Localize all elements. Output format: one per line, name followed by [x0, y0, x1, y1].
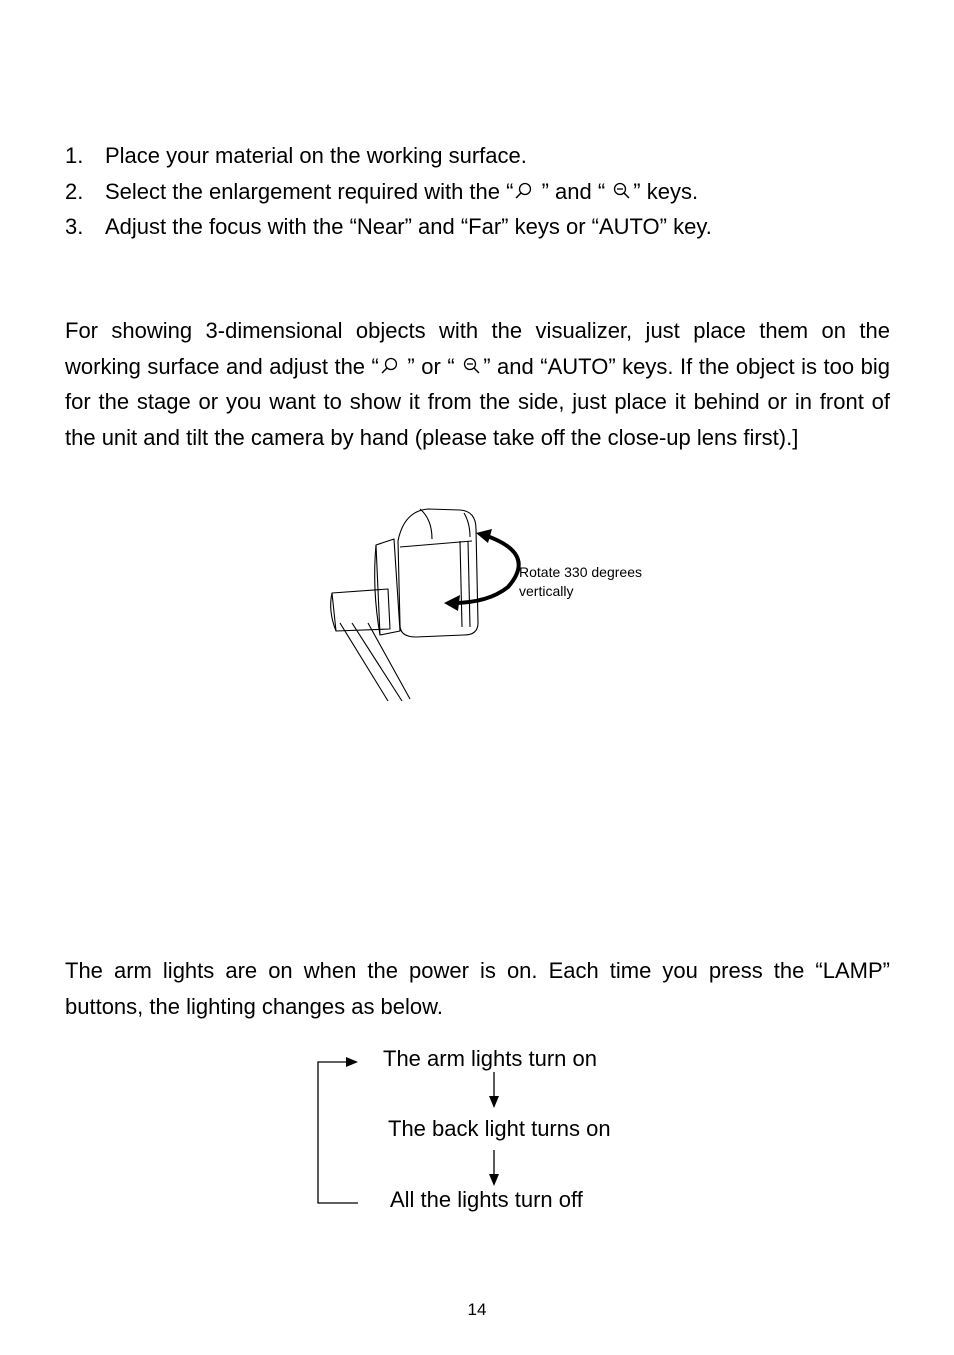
step-number: 2. [65, 178, 84, 204]
step-text-b: ” and “ [535, 178, 612, 204]
paragraph-part-c: ” and “AUTO” keys. If the object is too big for the stage or you want to show it from the side, just place it behind or in front of the unit and tilt the camera by hand (please take off the close-up lens first).] [65, 353, 890, 450]
zoom-out-icon [461, 356, 483, 376]
zoom-in-icon [379, 356, 401, 376]
step-text: Adjust the focus with the “Near” and “Far” keys or “AUTO” key. [105, 214, 712, 239]
step-3 [65, 209, 925, 245]
step-text: Place your material on the working surface. [105, 143, 527, 168]
camera-head-illustration [320, 505, 700, 705]
step-1 [65, 138, 925, 174]
step-2 [65, 174, 925, 210]
cycle-step-1: The arm lights turn on [383, 1046, 597, 1071]
zoom-out-icon [611, 181, 633, 201]
lamp-paragraph: The arm lights are on when the power is on. Each time you press the “LAMP” buttons, the lighting changes as below. [65, 958, 890, 1019]
rotation-caption [519, 563, 642, 601]
page-number: 14 [467, 1300, 487, 1319]
paragraph-part-a: For showing 3-dimensional objects with the visualizer, just place them on the working surface and adjust the “ [65, 318, 890, 379]
paragraph-part-b: ” or “ [400, 353, 462, 379]
zoom-in-icon [513, 181, 535, 201]
three-dimensional-paragraph [65, 313, 890, 455]
cycle-step-3: All the lights turn off [390, 1187, 583, 1212]
step-text-c: ” keys. [633, 178, 699, 204]
caption-line-2: vertically [519, 583, 574, 599]
step-number: 3. [65, 214, 84, 239]
procedure-steps [65, 138, 925, 245]
caption-line-1: Rotate 330 degrees [519, 564, 642, 580]
step-text-a: Select the enlargement required with the “ [105, 178, 514, 204]
step-number: 1. [65, 143, 84, 168]
cycle-step-2: The back light turns on [388, 1116, 611, 1141]
